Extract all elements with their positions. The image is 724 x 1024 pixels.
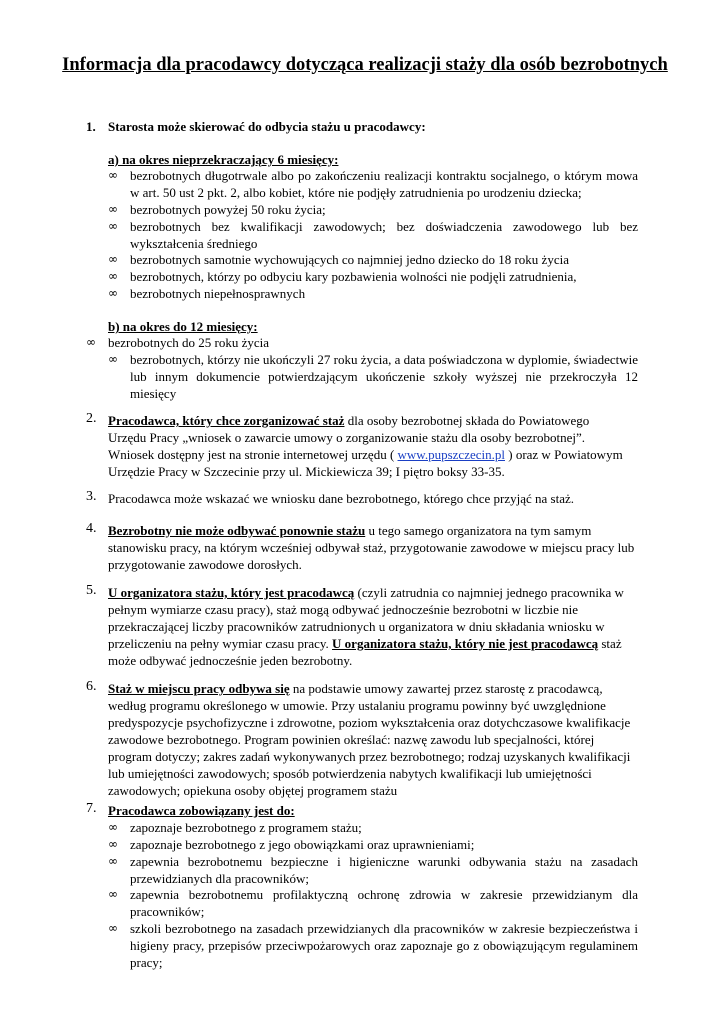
section-2-number: 2. <box>86 411 97 426</box>
list-item: ∞ bezrobotnych samotnie wychowujących co najmniej jedno dziecko do 18 roku życia <box>108 252 569 267</box>
bullet-icon: ∞ <box>86 335 96 349</box>
list-item: ∞ bezrobotnych bez kwalifikacji zawodowych; bez doświadczenia zawodowego lub bez wykształcenia średniego <box>108 219 638 251</box>
section-3-number: 3. <box>86 489 97 504</box>
section-4-text: Bezrobotny nie może odbywać ponownie stażu u tego samego organizatora na tym samym stanowisku pracy, na którym wcześniej odbywał staż, przygotowanie zawodowe w miejscu pracy lub przygotowanie zawodowe dorosłych. <box>108 523 635 572</box>
section-3-text: Pracodawca może wskazać we wniosku dane bezrobotnego, którego chce przyjąć na staż. <box>108 491 574 506</box>
bullet-icon: ∞ <box>108 921 118 935</box>
list-item: ∞ bezrobotnych, którzy nie ukończyli 27 roku życia, a data poświadczona w dyplomie, świadectwie lub innym dokumencie potwierdzającym ukończenie szkoły wyższej nie przekroczyła 12 miesięcy <box>108 352 638 401</box>
bullet-icon: ∞ <box>108 252 118 266</box>
list-item: ∞ zapewnia bezrobotnemu profilaktyczną ochronę zdrowia w zakresie przewidzianym dla pracowników; <box>108 887 638 919</box>
section-5-text: U organizatora stażu, który jest pracodawcą (czyli zatrudnia co najmniej jednego pracownika w pełnym wymiarze czasu pracy), staż mogą odbywać jednocześnie bezrobotni w liczbie nie przekraczającej liczby pracowników zatrudnionych u organizatora w dniu składania wniosku w przeliczeniu na pełny wymiar czasu pracy. U organizatora stażu, który nie jest pracodawcą staż może odbywać jednocześnie jeden bezrobotny. <box>108 585 624 668</box>
section-1-heading: Starosta może skierować do odbycia stażu u pracodawcy: <box>108 119 426 134</box>
list-item: ∞ zapoznaje bezrobotnego z jego obowiązkami oraz uprawnieniami; <box>108 837 475 852</box>
bullet-icon: ∞ <box>108 854 118 868</box>
section-6-text: Staż w miejscu pracy odbywa się na podstawie umowy zawartej przez starostę z pracodawcą, według programu określonego w umowie. Przy ustalaniu programu powinny być uwzględnione predyspozycje psychofizyczne i zdrowotne, poziom wykształcenia oraz dotychczasowe kwalifikacje zawodowe bezrobotnego. Program powinien określać: nazwę zawodu lub specjalności, której program dotyczy; zakres zadań wykonywanych przez bezrobotnego; rodzaj uzyskanych kwalifikacji lub umiejętności zawodowych; sposób potwierdzenia nabytych kwalifikacji lub umiejętności zawodowych; opiekuna osoby objętej programem stażu <box>108 681 631 798</box>
bullet-icon: ∞ <box>108 286 118 300</box>
list-item: ∞ bezrobotnych długotrwale albo po zakończeniu realizacji kontraktu socjalnego, o którym mowa w art. 50 ust 2 pkt. 2, albo kobiet, które nie podjęły zatrudnienia po urodzeniu dziecka; <box>108 168 638 200</box>
bullet-icon: ∞ <box>108 269 118 283</box>
list-item: ∞ zapewnia bezrobotnemu bezpieczne i higieniczne warunki odbywania stażu na zasadach przewidzianych dla pracowników; <box>108 854 638 886</box>
section-1b-heading: b) na okres do 12 miesięcy: <box>108 319 258 334</box>
bullet-icon: ∞ <box>108 887 118 901</box>
bullet-icon: ∞ <box>108 202 118 216</box>
list-item: ∞ bezrobotnych do 25 roku życia <box>86 335 270 350</box>
list-item: ∞ bezrobotnych powyżej 50 roku życia; <box>108 202 326 217</box>
document-title: Informacja dla pracodawcy dotycząca realizacji staży dla osób bezrobotnych <box>62 55 668 75</box>
section-7-number: 7. <box>86 801 97 816</box>
section-5-number: 5. <box>86 583 97 598</box>
section-1a-heading: a) na okres nieprzekraczający 6 miesięcy: <box>108 152 339 167</box>
section-1-number: 1. <box>86 119 96 134</box>
list-item: ∞ bezrobotnych, którzy po odbyciu kary pozbawienia wolności nie podjęli zatrudnienia, <box>108 269 577 284</box>
list-item: ∞ szkoli bezrobotnego na zasadach przewidzianych dla pracowników w zakresie bezpieczeństwa i higieny pracy, przepisów przeciwpożarowych oraz zapoznaje go z obowiązującym regulaminem pracy; <box>108 921 638 970</box>
bullet-icon: ∞ <box>108 219 118 233</box>
bullet-icon: ∞ <box>108 820 118 834</box>
list-item: ∞ bezrobotnych niepełnosprawnych <box>108 286 306 301</box>
section-2-text: Pracodawca, który chce zorganizować staż dla osoby bezrobotnej składa do Powiatowego Urzędu Pracy „wniosek o zawarcie umowy o zorganizowanie stażu dla osoby bezrobotnej”. Wniosek dostępny jest na stronie internetowej urzędu ( www.pupszczecin.pl ) oraz w Powiatowym Urzędzie Pracy w Szczecinie przy ul. Mickiewicza 39; I piętro boksy 33-35. <box>108 413 623 479</box>
bullet-icon: ∞ <box>108 168 118 182</box>
bullet-icon: ∞ <box>108 837 118 851</box>
section-7-heading: Pracodawca zobowiązany jest do: <box>108 803 295 818</box>
section-6-number: 6. <box>86 679 97 694</box>
section-4-number: 4. <box>86 521 97 536</box>
website-link[interactable]: www.pupszczecin.pl <box>397 447 505 462</box>
bullet-icon: ∞ <box>108 352 118 366</box>
list-item: ∞ zapoznaje bezrobotnego z programem stażu; <box>108 820 362 835</box>
